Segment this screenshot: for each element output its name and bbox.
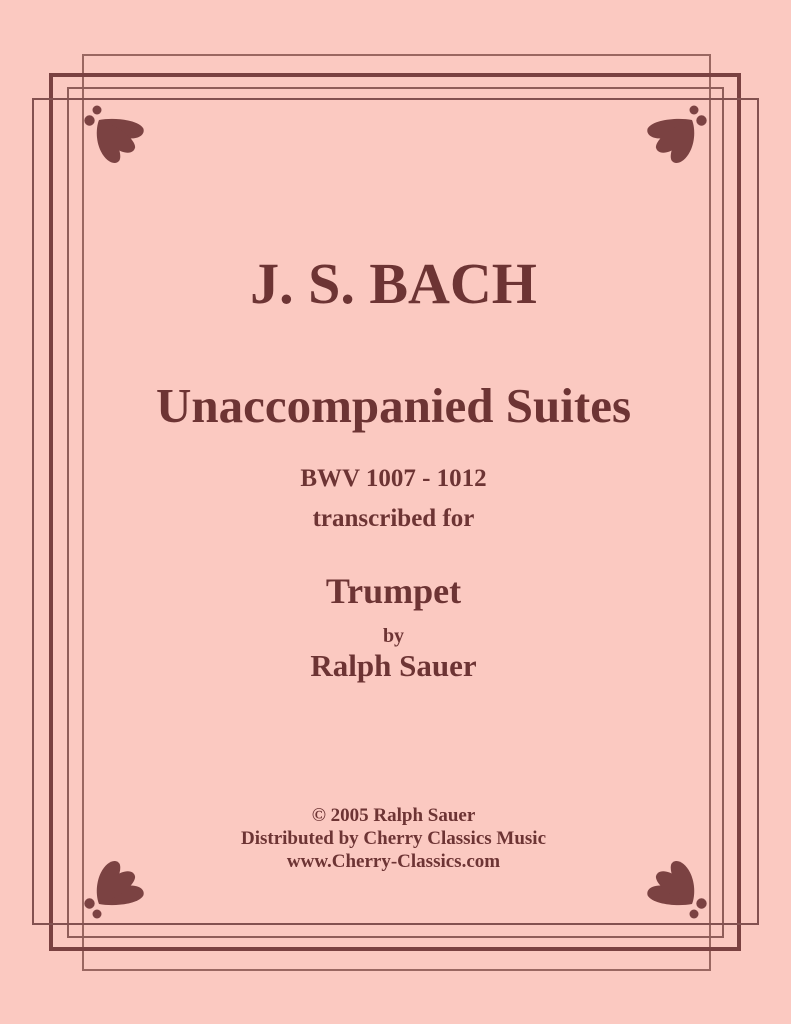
instrument-name: Trumpet [325,571,462,611]
composer-name: J. S. BACH [250,251,537,316]
copyright-line: © 2005 Ralph Sauer [311,805,476,826]
transcription-label: transcribed for [312,505,475,532]
arranger-name: Ralph Sauer [310,648,477,683]
distributor-line: Distributed by Cherry Classics Music [240,828,547,849]
work-title: Unaccompanied Suites [155,378,632,433]
dragonfly-ornament-icon-top-right [643,103,707,167]
by-label: by [382,625,405,647]
dragonfly-ornament-icon-top-left [84,103,148,167]
catalog-number: BWV 1007 - 1012 [300,465,487,492]
website-line: www.Cherry-Classics.com [286,851,501,872]
